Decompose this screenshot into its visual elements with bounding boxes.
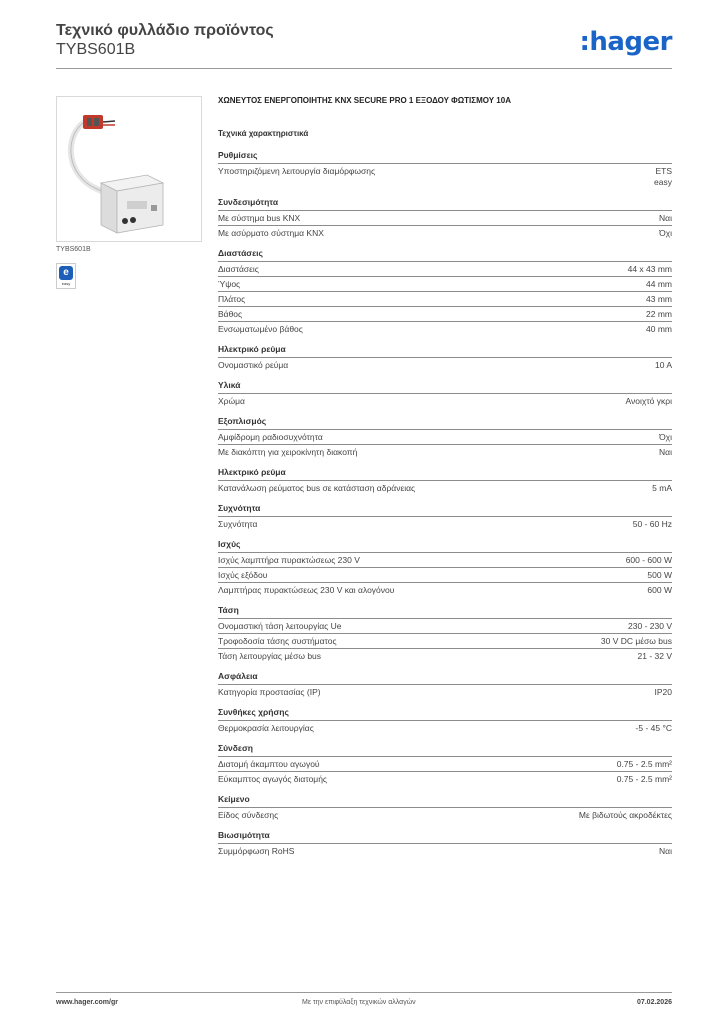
product-image (56, 96, 202, 242)
spec-value: 500 W (647, 570, 672, 580)
spec-value: 230 - 230 V (628, 621, 672, 631)
spec-section (218, 344, 672, 372)
spec-row (218, 843, 672, 858)
spec-value: 0.75 - 2.5 mm² (616, 774, 672, 784)
spec-label: Με διακόπτη για χειροκίνητη διακοπή (218, 447, 358, 457)
spec-label: Συχνότητα (218, 519, 258, 529)
spec-row (218, 516, 672, 531)
product-image-caption: TYBS601B (56, 246, 91, 253)
spec-value: 50 - 60 Hz (632, 519, 672, 529)
section-title: Τάση (218, 605, 239, 615)
spec-section (218, 671, 672, 699)
spec-section (218, 416, 672, 459)
footer-note: Με την επιφύλαξη τεχνικών αλλαγών (302, 999, 416, 1006)
spec-label: Με ασύρματο σύστημα KNX (218, 228, 324, 238)
spec-row (218, 291, 672, 306)
spec-section (218, 794, 672, 822)
spec-label: Ύψος (218, 279, 241, 289)
spec-section (218, 743, 672, 786)
spec-row (218, 771, 672, 786)
spec-value: 22 mm (646, 309, 672, 319)
spec-row (218, 720, 672, 735)
spec-value: ETS easy (654, 166, 672, 187)
spec-label: Κατηγορία προστασίας (IP) (218, 687, 321, 697)
spec-label: Εύκαμπτος αγωγός διατομής (218, 774, 328, 784)
spec-label: Ενσωματωμένο βάθος (218, 324, 303, 334)
spec-section (218, 197, 672, 240)
spec-value: Ανοιχτό γκρι (625, 396, 672, 406)
easy-badge-label: easy (61, 281, 71, 286)
spec-value: 21 - 32 V (637, 651, 672, 661)
spec-value: Όχι (659, 432, 672, 442)
section-title: Ισχύς (218, 539, 241, 549)
spec-section (218, 248, 672, 336)
spec-value: 44 x 43 mm (627, 264, 672, 274)
spec-value: 600 - 600 W (625, 555, 672, 565)
spec-row (218, 225, 672, 240)
spec-row (218, 684, 672, 699)
section-title: Κείμενο (218, 794, 250, 804)
spec-label: Κατανάλωση ρεύματος bus σε κατάσταση αδράνειας (218, 483, 416, 493)
spec-row (218, 429, 672, 444)
spec-label: Ονομαστικό ρεύμα (218, 360, 289, 370)
section-title: Διαστάσεις (218, 248, 263, 258)
spec-row (218, 618, 672, 633)
spec-value: 10 A (654, 360, 672, 370)
spec-row (218, 648, 672, 663)
footer-date: 07.02.2026 (636, 999, 672, 1006)
spec-row (218, 756, 672, 771)
spec-value: 0.75 - 2.5 mm² (616, 759, 672, 769)
spec-value: 44 mm (646, 279, 672, 289)
spec-row (218, 276, 672, 291)
spec-value: -5 - 45 °C (635, 723, 672, 733)
spec-label: Συμμόρφωση RoHS (218, 846, 295, 856)
spec-label: Διαστάσεις (218, 264, 259, 274)
spec-value: Ναι (659, 447, 672, 457)
spec-section (218, 707, 672, 735)
product-code: TYBS601B (56, 41, 136, 58)
spec-label: Ισχύς εξόδου (218, 570, 268, 580)
spec-content (218, 96, 672, 858)
spec-row (218, 552, 672, 567)
easy-badge (56, 263, 76, 289)
spec-section (218, 605, 672, 663)
spec-label: Διατομή άκαμπτου αγωγού (218, 759, 320, 769)
spec-label: Με σύστημα bus KNX (218, 213, 301, 223)
spec-value: 5 mA (652, 483, 672, 493)
product-illustration (57, 97, 201, 241)
spec-label: Αμφίδρομη ραδιοσυχνότητα (218, 432, 323, 442)
spec-row (218, 633, 672, 648)
spec-section (218, 830, 672, 858)
spec-row (218, 444, 672, 459)
product-heading: ΧΩΝΕΥΤΟΣ ΕΝΕΡΓΟΠΟΙΗΤΗΣ KNX SECURE PRO 1 ΕΞΟΔΟΥ ΦΩΤΙΣΜΟΥ 10A (218, 96, 511, 105)
spec-value: Με βιδωτούς ακροδέκτες (578, 810, 672, 820)
spec-row (218, 261, 672, 276)
section-title: Βιωσιμότητα (218, 830, 270, 840)
spec-heading: Τεχνικά χαρακτηριστικά (218, 129, 309, 138)
spec-section (218, 150, 672, 189)
spec-label: Λαμπτήρας πυρακτώσεως 230 V και αλογόνου (218, 585, 395, 595)
section-title: Ρυθμίσεις (218, 150, 258, 160)
spec-value: 40 mm (646, 324, 672, 334)
spec-row (218, 210, 672, 225)
section-title: Υλικά (218, 380, 241, 390)
page-title: Τεχνικό φυλλάδιο προϊόντος (56, 22, 274, 39)
spec-label: Τάση λειτουργίας μέσω bus (218, 651, 322, 661)
hager-logo: :hager (579, 27, 672, 57)
spec-row (218, 306, 672, 321)
spec-section (218, 503, 672, 531)
section-title: Ηλεκτρικό ρεύμα (218, 344, 286, 354)
spec-label: Θερμοκρασία λειτουργίας (218, 723, 314, 733)
spec-row (218, 480, 672, 495)
spec-label: Είδος σύνδεσης (218, 810, 279, 820)
section-title: Σύνδεση (218, 743, 253, 753)
spec-row (218, 393, 672, 408)
section-title: Συνδεσιμότητα (218, 197, 279, 207)
product-panel (56, 96, 202, 289)
spec-value: 30 V DC μέσω bus (600, 636, 672, 646)
spec-value: Ναι (659, 846, 672, 856)
spec-label: Χρώμα (218, 396, 245, 406)
header-block (56, 22, 274, 59)
spec-value: Ναι (659, 213, 672, 223)
spec-label: Τροφοδοσία τάσης συστήματος (218, 636, 337, 646)
spec-row (218, 357, 672, 372)
spec-label: Βάθος (218, 309, 243, 319)
section-title: Ηλεκτρικό ρεύμα (218, 467, 286, 477)
spec-label: Υποστηριζόμενη λειτουργία διαμόρφωσης (218, 166, 376, 176)
spec-row (218, 807, 672, 822)
section-title: Ασφάλεια (218, 671, 258, 681)
spec-sections (218, 150, 672, 858)
spec-row (218, 321, 672, 336)
spec-row (218, 567, 672, 582)
footer-divider (56, 992, 672, 993)
header-divider (56, 68, 672, 69)
spec-label: Ονομαστική τάση λειτουργίας Ue (218, 621, 342, 631)
spec-value: Όχι (659, 228, 672, 238)
spec-label: Ισχύς λαμπτήρα πυρακτώσεως 230 V (218, 555, 360, 565)
footer-website[interactable]: www.hager.com/gr (56, 999, 118, 1006)
spec-row (218, 163, 672, 189)
spec-section (218, 467, 672, 495)
spec-value: IP20 (654, 687, 672, 697)
spec-label: Πλάτος (218, 294, 246, 304)
section-title: Συχνότητα (218, 503, 261, 513)
spec-value: 43 mm (646, 294, 672, 304)
spec-section (218, 539, 672, 597)
spec-value: 600 W (647, 585, 672, 595)
easy-icon: e (59, 266, 73, 280)
section-title: Συνθήκες χρήσης (218, 707, 289, 717)
spec-row (218, 582, 672, 597)
spec-section (218, 380, 672, 408)
section-title: Εξοπλισμός (218, 416, 267, 426)
